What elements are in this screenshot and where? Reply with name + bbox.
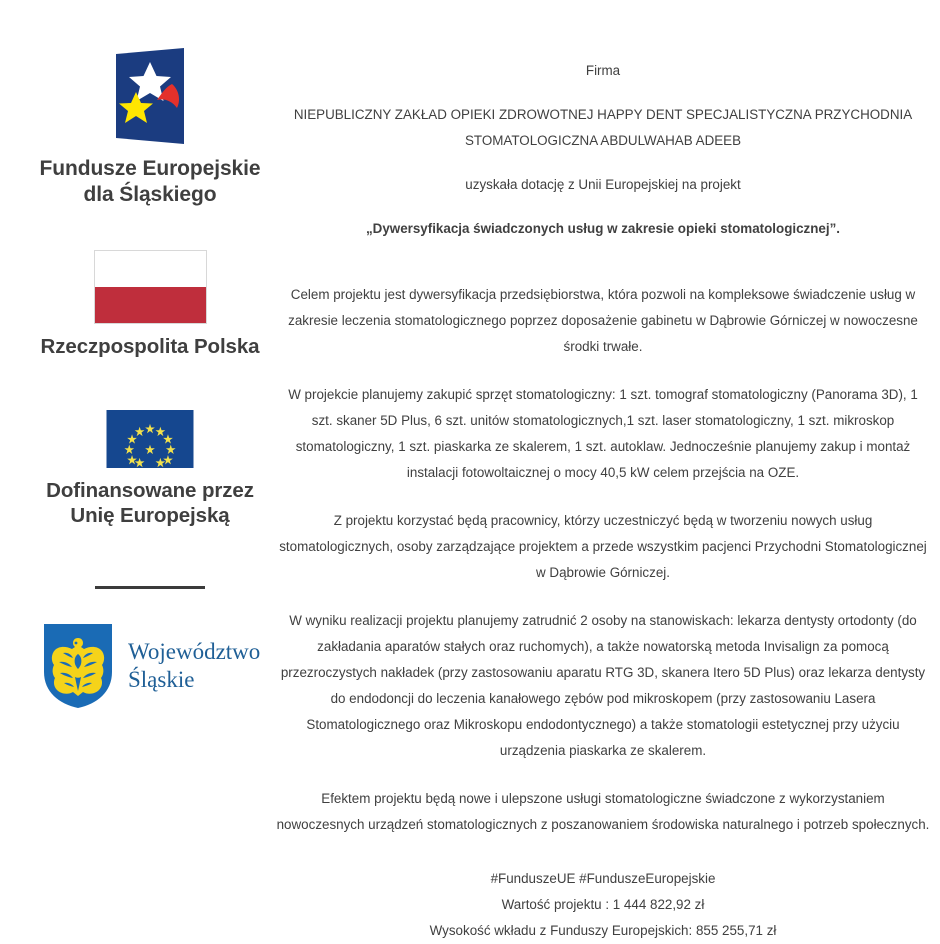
paragraph-project-goal: Celem projektu jest dywersyfikacja przedsiębiorstwa, która pozwoli na kompleksowe świadczenie usług w zakresie leczenia stomatologicznego poprzez doposażenie gabinetu w Dąbrowie Górniczej w nowoczesne środki trwałe. xyxy=(288,287,918,354)
paragraph-employment: W wyniku realizacji projektu planujemy zatrudnić 2 osoby na stanowiskach: lekarza dentysty ortodonty (do zakładania aparatów stałych oraz ruchomych), a także nowatorską metoda Invisalign za pomocą przezroczystych nakładek (przy zastosowaniu aparatu RTG 3D, skanera Itero 5D Plus) oraz lekarza dentysty do endodoncji do leczenia kanałowego zębów pod mikroskopem (przy zastosowaniu Lasera Stomatologicznego oraz Mikroskopu endodontycznego) a także stomatologii estetycznej przy użyciu urządzenia piaskarka ze skalerem. xyxy=(280,613,926,758)
logo-caption-rzeczpospolita-polska xyxy=(0,334,300,359)
logo-wojewodztwo-slaskie xyxy=(42,622,292,710)
paragraph-planned-purchases: W projekcie planujemy zakupić sprzęt stomatologiczny: 1 szt. tomograf stomatologiczny (Panorama 3D), 1 szt. skaner 5D Plus, 6 szt. unitów stomatologicznych,1 szt. laser stomatologiczny, 1 szt. mikroskop stomatologiczny, 1 szt. piaskarka ze skalerem, 1 szt. autoklaw. Jednocześnie planujemy zakup i montaż instalacji fotowoltaicznej o mocy 40,5 kW celem przejścia na OZE. xyxy=(288,387,918,480)
logo-fundusze-europejskie xyxy=(0,48,300,208)
funding-summary xyxy=(276,866,930,944)
project-title: „Dywersyfikacja świadczonych usług w zakresie opieki stomatologicznej”. xyxy=(365,221,841,236)
logo-column xyxy=(0,0,300,788)
ws-caption-line2: Śląskie xyxy=(128,667,195,692)
polish-flag-icon xyxy=(94,250,207,324)
eu-caption-line1: Dofinansowane przez xyxy=(46,479,254,502)
flag-stripe-white xyxy=(95,251,206,287)
fe-caption-line1: Fundusze Europejskie xyxy=(39,157,261,180)
flag-stripe-red xyxy=(95,287,206,323)
project-value: Wartość projektu : 1 444 822,92 zł xyxy=(501,897,705,912)
logo-rzeczpospolita-polska xyxy=(0,250,300,359)
announcement-text xyxy=(276,0,930,944)
hashtags: #FunduszeUE #FunduszeEuropejskie xyxy=(490,871,716,886)
logo-caption-dofinansowane-przez-unie-europejska xyxy=(0,478,300,528)
silesian-voivodeship-coat-of-arms-icon xyxy=(42,622,114,710)
logo-caption-wojewodztwo-slaskie xyxy=(128,638,260,694)
fe-caption-line2: dla Śląskiego xyxy=(83,183,217,206)
paragraph-beneficiaries: Z projektu korzystać będą pracownicy, którzy uczestniczyć będą w tworzeniu nowych usług stomatologicznych, osoby zarządzające projektem a przede wszystkim pacjenci Przychodni Stomatologicznej w Dąbrowie Górniczej. xyxy=(279,513,927,580)
pl-caption-line1: Rzeczpospolita Polska xyxy=(40,335,260,358)
company-name: NIEPUBLICZNY ZAKŁAD OPIEKI ZDROWOTNEJ HAPPY DENT SPECJALISTYCZNA PRZYCHODNIA STOMATOLOGICZNA ABDULWAHAB ADEEB xyxy=(293,107,913,148)
lead-firma: Firma xyxy=(585,63,621,78)
paragraph-project-effect: Efektem projektu będą nowe i ulepszone usługi stomatologiczne świadczone z wykorzystaniem nowoczesnych urządzeń stomatologicznych z poszanowaniem środowiska naturalnego i potrzeb społecznych. xyxy=(276,791,930,832)
logo-caption-fundusze-europejskie xyxy=(0,156,300,208)
grant-statement: uzyskała dotację z Unii Europejskiej na projekt xyxy=(465,177,741,192)
eu-contribution-value: Wysokość wkładu z Funduszy Europejskich: 855 255,71 zł xyxy=(429,923,777,938)
ws-caption-line1: Województwo xyxy=(128,639,261,664)
eu-caption-line2: Unię Europejską xyxy=(70,504,230,527)
european-union-flag-icon xyxy=(95,410,205,468)
logo-divider xyxy=(95,586,205,589)
fundusze-europejskie-icon xyxy=(110,48,190,144)
logo-dofinansowane-przez-unie-europejska xyxy=(0,410,300,528)
